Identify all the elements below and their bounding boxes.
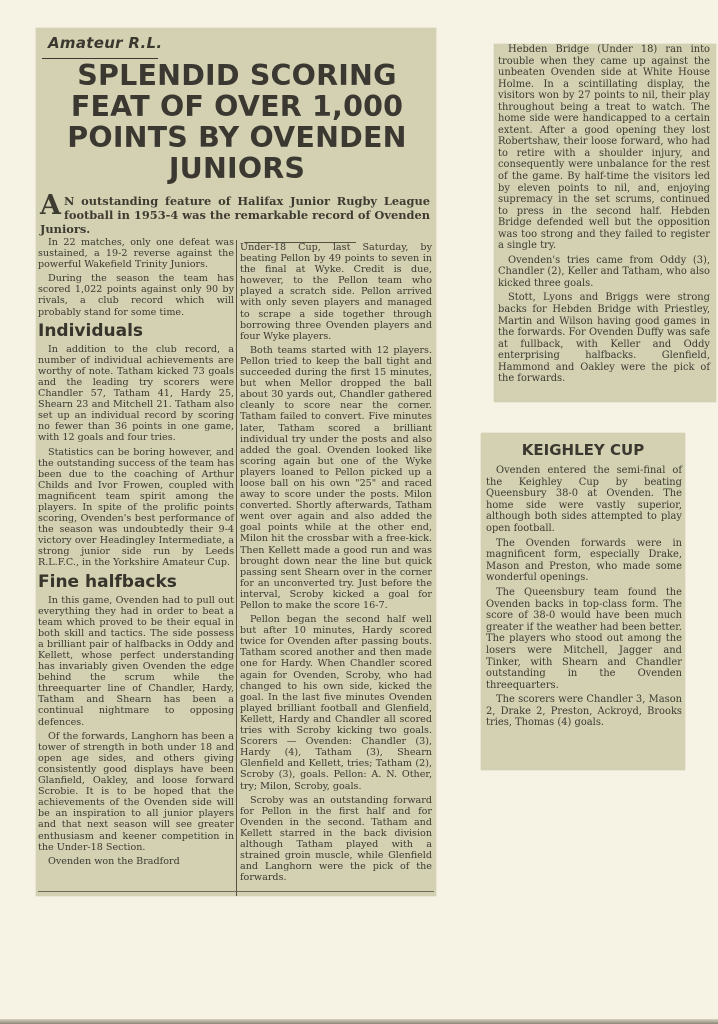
paragraph: The Ovenden forwards were in magnificent form, especially Drake, Mason and Preston, who made some wonderful openings.: [486, 537, 682, 584]
paragraph: Hebden Bridge (Under 18) ran into trouble when they came up against the unbeaten Ovenden side at White House Holme. In a scintillating display, the visitors won by 27 points to nil, their play throughout being a treat to watch. The home side were handicapped to a certain extent. After a good opening they lost Robertshaw, their loose forward, who had to retire with a shoulder injury, and consequently were unbalance for the rest of the game. By half-time the visitors led by eleven points to nil, and, enjoying supremacy in the set scrums, continued to press in the second half. Hebden Bridge defended well but the opposition was too strong and they failed to register a single try.: [498, 44, 710, 252]
drop-cap: A: [40, 190, 61, 221]
paragraph: Ovenden won the Bradford: [48, 855, 180, 867]
paragraph: Of the forwards, Langhorn has been a tower of strength in both under 18 and open age sides, and others giving consistently good displays have been Glanfield, Oakley, and loose forward Scrobie. It is to be hoped that the achievements of the Ovenden side will be an inspiration to all junior players and that next season will see greater enthusiasm and keener competition in the Under-18 Section.: [38, 730, 234, 853]
hebden-article-body: [498, 44, 710, 385]
paragraph: Stott, Lyons and Briggs were strong backs for Hebden Bridge with Priestley, Martin and Wilson having good games in the forwards. For Ovenden Duffy was safe at fullback, with Keller and Oddy enterprising halfbacks. Glenfield, Hammond and Oakley were the pick of the forwards.: [498, 292, 710, 385]
keighley-article-body: [486, 465, 682, 729]
subhead-individuals: Individuals: [38, 320, 144, 341]
keighley-cup-title: KEIGHLEY CUP: [521, 441, 645, 459]
keighley-cup-clipping: [481, 433, 685, 770]
paragraph: Ovenden's tries came from Oddy (3), Chandler (2), Keller and Tatham, who also kicked three goals.: [498, 254, 710, 289]
lede-paragraph: [40, 190, 430, 236]
paragraph: During the season the team has scored 1,022 points against only 90 by rivals, a club record which will probably stand for some time.: [38, 273, 234, 318]
paragraph: The scorers were Chandler 3, Mason 2, Drake 2, Preston, Ackroyd, Brooks tries, Thomas (4) goals.: [486, 694, 682, 729]
paragraph: Both teams started with 12 players. Pellon tried to keep the ball tight and succeeded during the first 15 minutes, but when Mellor dropped the ball about 30 yards out, Chandler gathered cleanly to score near the corner. Tatham failed to convert. Five minutes later, Tatham scored a brilliant individual try under the posts and also added the goal. Ovenden looked like scoring again but one of the Wyke players loaned to Pellon picked up a loose ball on his own "25" and raced away to score under the posts. Milon converted. Shortly afterwards, Tatham went over again and also added the goal points while at the other end, Milon hit the crossbar with a free-kick. Then Kellett made a good run and was brought down near the line but quick passing sent Shearn over in the corner for an unconverted try. Just before the interval, Scroby kicked a goal for Pellon to make the score 16-7.: [240, 344, 432, 611]
hebden-bridge-clipping: [494, 44, 716, 402]
paragraph: In this game, Ovenden had to pull out everything they had in order to beat a team which proved to be their equal in both skill and tactics. The side possess a brilliant pair of halfbacks in Oddy and Kellett, whose perfect understanding has invariably given Ovenden the edge behind the scrum while the threequarter line of Chandler, Hardy, Tatham and Shearn has been a continual nightmare to opposing defences.: [38, 594, 234, 728]
column-divider: [236, 240, 237, 896]
right-column: [240, 242, 432, 883]
paragraph: Pellon began the second half well but after 10 minutes, Hardy scored twice for Ovenden after passing bouts. Tatham scored another and then made one for Hardy. When Chandler scored again for Ovenden, Scroby, who had changed to his own side, kicked the goal. In the last five minutes Ovenden played brilliant football and Glenfield, Kellett, Hardy and Chandler all scored tries with Scroby kicking two goals. Scorers — Ovenden: Chandler (3), Hardy (4), Tatham (3), Shearn Glenfield and Kellett, tries; Tatham (2), Scroby (3), goals. Pellon: A. N. Other, try; Milon, Scroby, goals.: [240, 614, 432, 792]
section-kicker: Amateur R.L.: [48, 34, 163, 52]
paragraph: Statistics can be boring however, and the outstanding success of the team has been due to the coaching of Arthur Childs and Ivor Frowen, coupled with magnificent team spirit among the players. In spite of the prolific points scoring, Ovenden's best performance of the season was undoubtedly their 9-4 victory over Headingley Intermediate, a strong junior side run by Leeds R.L.F.C., in the Yorkshire Amateur Cup.: [38, 446, 234, 569]
paragraph: In 22 matches, only one defeat was sustained, a 19-2 reverse against the powerful Wakefield Trinity Juniors.: [38, 237, 234, 271]
left-column: [38, 237, 234, 867]
page-bottom-edge: [0, 1019, 718, 1024]
subhead-fine-halfbacks: Fine halfbacks: [38, 571, 177, 592]
paragraph: Under-18 Cup, last Saturday, by beating Pellon by 49 points to seven in the final at Wyke. Credit is due, however, to the Pellon team who played a scratch side. Pellon arrived with only seven players and managed to scrape a side together through borrowing three Ovenden players and four Wyke players.: [240, 242, 432, 342]
headline: SPLENDID SCORING FEAT OF OVER 1,000 POINTS BY OVENDEN JUNIORS: [67, 59, 407, 185]
paragraph: In addition to the club record, a number of individual achievements are worthy of note. Tatham kicked 73 goals and the leading try scorers were Chandler 57, Tatham 41, Hardy 25, Shearn 23 and Mitchell 21. Tatham also set up an individual record by scoring no fewer than 36 points in one game, with 12 goals and four tries.: [38, 343, 234, 444]
bottom-rule: [38, 891, 434, 892]
paragraph: Ovenden entered the semi-final of the Keighley Cup by beating Queensbury 38-0 at Ovenden. The home side were vastly superior, although both sides attempted to play open football.: [486, 465, 682, 534]
lede-text: N outstanding feature of Halifax Junior Rugby League football in 1953-4 was the remarkable record of Ovenden Juniors.: [40, 194, 430, 236]
paragraph: The Queensbury team found the Ovenden backs in top-class form. The score of 38-0 would have been much greater if the weather had been better. The players who stood out among the losers were Mitchell, Jagger and Tinker, with Shearn and Chandler outstanding in the Ovenden threequarters.: [486, 586, 682, 691]
main-article-clipping: [36, 28, 436, 896]
paragraph: Scroby was an outstanding forward for Pellon in the first half and for Ovenden in the second. Tatham and Kellett starred in the back division although Tatham played with a strained groin muscle, while Glenfield and Langhorn were the pick of the forwards.: [240, 794, 432, 884]
